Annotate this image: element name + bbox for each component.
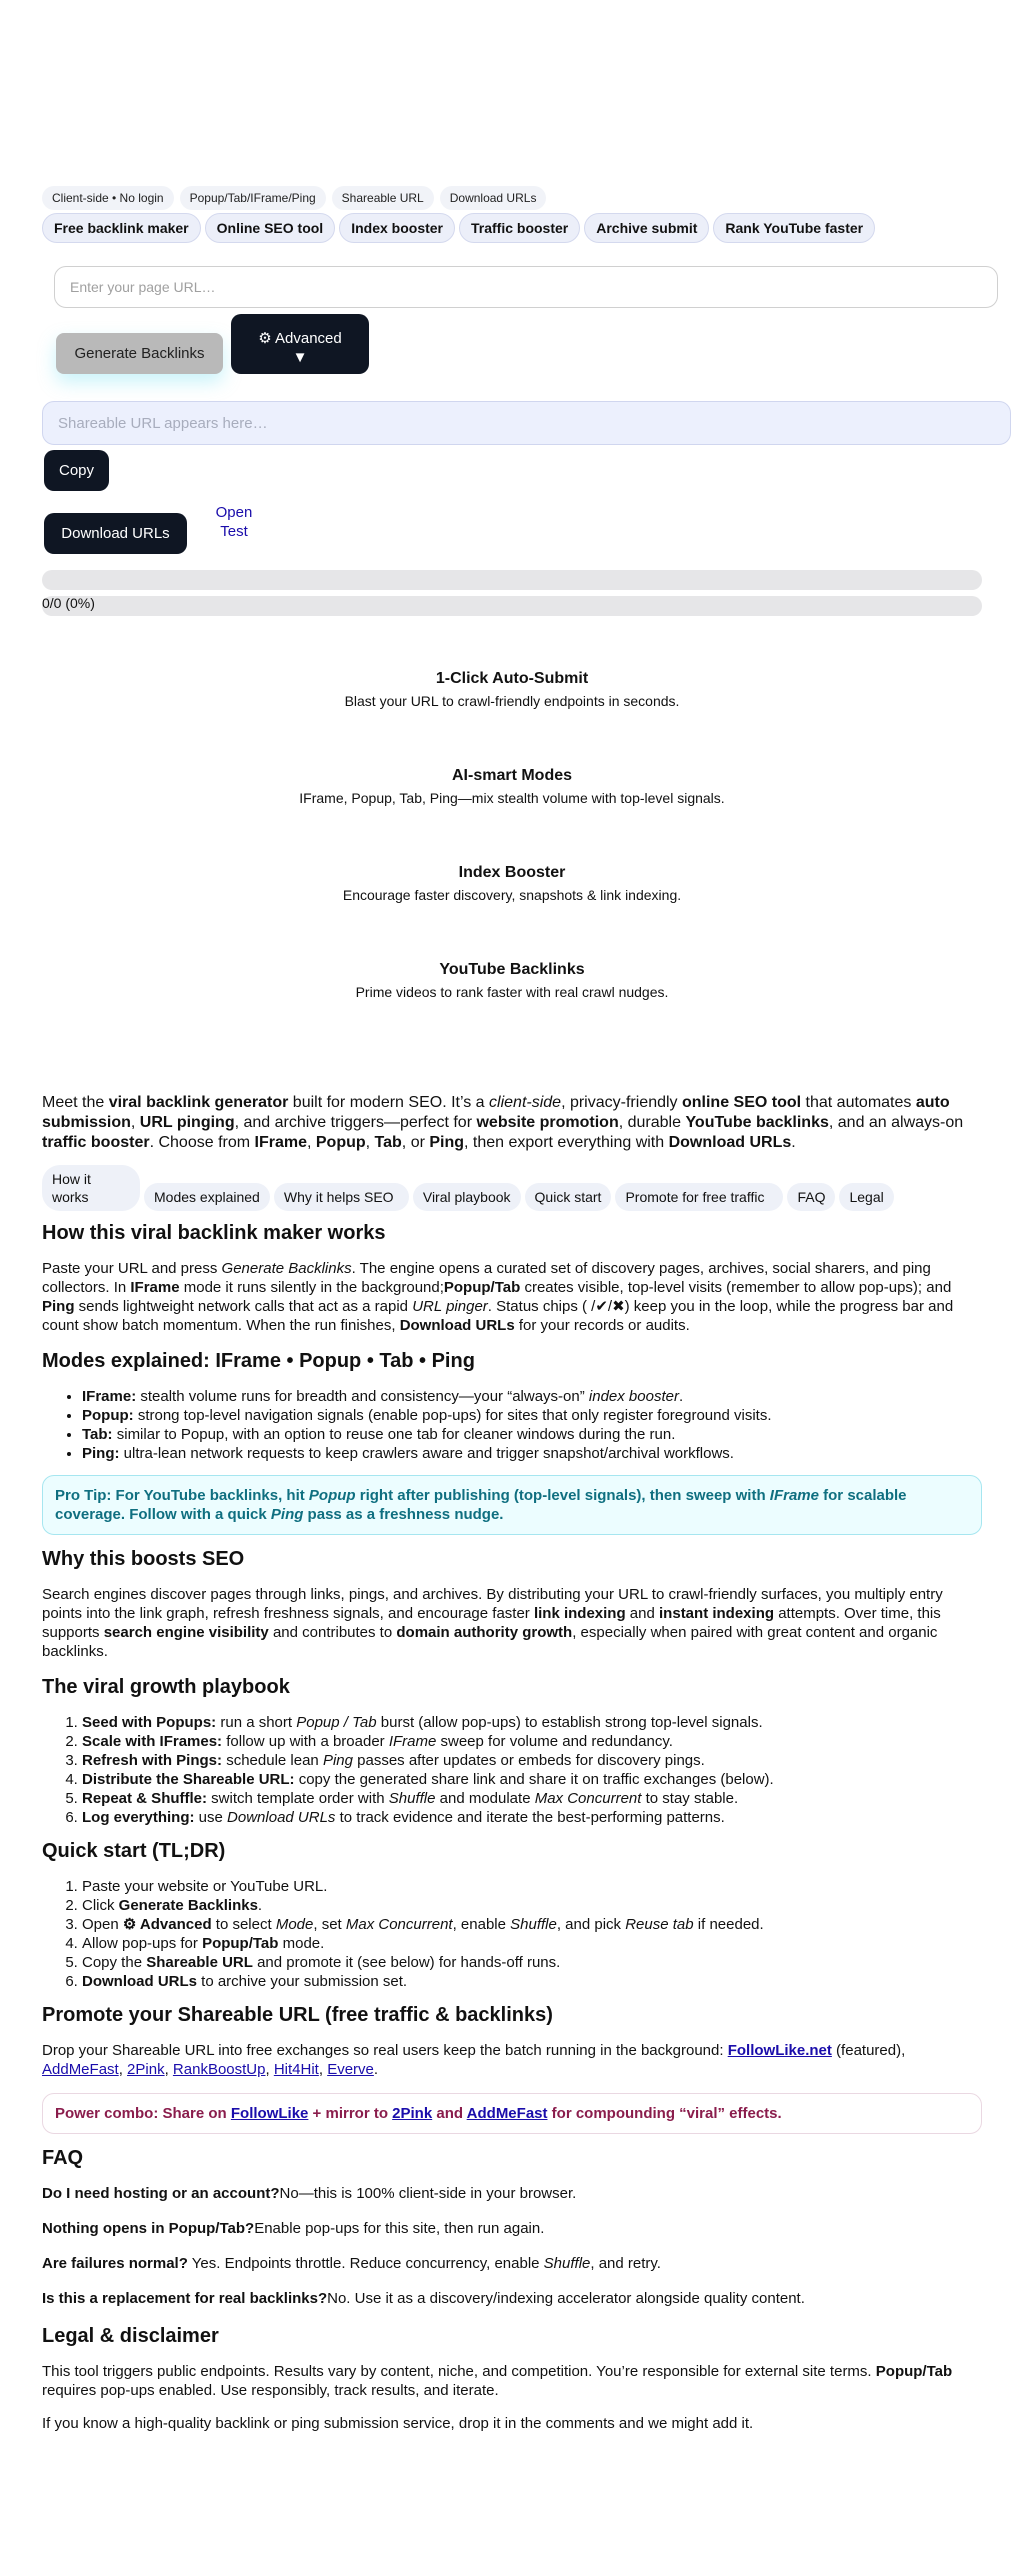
feature-desc: Prime videos to rank faster with real crawl nudges. xyxy=(355,984,669,1000)
intro-paragraph: Meet the viral backlink generator built for modern SEO. It’s a client-side, privacy-friendly online SEO tool that automates auto submission, URL pinging, and archive triggers—perfect for website promotion, durable YouTube backlinks, and an always-on traffic booster. Choose from IFrame, Popup, Tab, or Ping, then export everything with Download URLs. xyxy=(42,1094,964,1151)
list-item: • IFrame: stealth volume runs for breadth and consistency—your “always-on” index booster. xyxy=(82,1387,982,1406)
list-item: 6. Download URLs to archive your submission set. xyxy=(82,1972,982,1991)
playbook-heading: The viral growth playbook xyxy=(42,1676,290,1698)
list-item: 1. Paste your website or YouTube URL. xyxy=(82,1877,982,1896)
faq-item: Do I need hosting or an account?No—this is 100% client-side in your browser. xyxy=(42,2185,577,2202)
pill-archive-submit: Archive submit xyxy=(584,213,709,243)
promote-heading: Promote your Shareable URL (free traffic & backlinks) xyxy=(42,2004,553,2026)
combo-followlike-link[interactable]: FollowLike xyxy=(230,2105,309,2122)
legal-heading: Legal & disclaimer xyxy=(42,2325,219,2347)
addmefast-link[interactable]: AddMeFast xyxy=(42,2061,119,2078)
badge: Download URLs xyxy=(440,186,547,210)
pill-free-backlink-maker: Free backlink maker xyxy=(42,213,201,243)
features-section xyxy=(0,668,1024,1056)
badge: Client-side • No login xyxy=(42,186,174,210)
list-item: 3. Open ⚙ Advanced to select Mode, set Max Concurrent, enable Shuffle, and pick Reuse tab if needed. xyxy=(82,1915,982,1934)
playbook-list xyxy=(42,1713,982,1827)
footnote: If you know a high-quality backlink or ping submission service, drop it in the comments and we might add it. xyxy=(42,2415,754,2432)
toc-link-playbook[interactable]: Viral playbook xyxy=(413,1183,521,1211)
shareable-url-input[interactable] xyxy=(42,401,1011,445)
combo-addmefast-link[interactable]: AddMeFast xyxy=(466,2105,548,2122)
list-item: 4. Allow pop-ups for Popup/Tab mode. xyxy=(82,1934,982,1953)
why-heading: Why this boosts SEO xyxy=(42,1548,245,1570)
table-of-contents xyxy=(42,1165,982,1211)
feature-title: YouTube Backlinks xyxy=(439,961,585,978)
quickstart-heading: Quick start (TL;DR) xyxy=(42,1840,226,1862)
download-urls-button[interactable]: Download URLs xyxy=(44,513,187,554)
list-item: • Popup: strong top-level navigation signals (enable pop-ups) for sites that only register foreground visits. xyxy=(82,1406,982,1425)
feature-card xyxy=(0,668,1024,765)
feature-card xyxy=(0,862,1024,959)
list-item: 2. Scale with IFrames: follow up with a broader IFrame sweep for volume and redundancy. xyxy=(82,1732,982,1751)
faq-list xyxy=(42,2184,982,2308)
list-item: 2. Click Generate Backlinks. xyxy=(82,1896,982,1915)
open-test-link[interactable]: Open Test xyxy=(215,504,253,540)
progress-count: 0/0 (0%) xyxy=(42,595,95,611)
keyword-pills xyxy=(42,213,875,243)
toc-link-faq[interactable]: FAQ xyxy=(787,1183,835,1211)
followlike-link[interactable]: FollowLike.net xyxy=(727,2042,832,2059)
faq-item: Nothing opens in Popup/Tab?Enable pop-ups for this site, then run again. xyxy=(42,2220,545,2237)
list-item: 1. Seed with Popups: run a short Popup / Tab burst (allow pop-ups) to establish strong top-level signals. xyxy=(82,1713,982,1732)
pill-index-booster: Index booster xyxy=(339,213,455,243)
how-paragraph: Paste your URL and press Generate Backlinks. The engine opens a curated set of discovery pages, archives, social sharers, and ping collectors. In IFrame mode it runs silently in the background;Popup/Tab creates visible, top-level visits (remember to allow pop-ups); and Ping sends lightweight network calls that act as a rapid URL pinger. Status chips ( /✔/✖) keep you in the loop, while the progress bar and count show batch momentum. When the run finishes, Download URLs for your records or audits. xyxy=(42,1260,954,1334)
feature-title: Index Booster xyxy=(458,864,566,881)
copy-button[interactable]: Copy xyxy=(44,450,109,491)
list-item: 6. Log everything: use Download URLs to track evidence and iterate the best-performing patterns. xyxy=(82,1808,982,1827)
badge: Shareable URL xyxy=(332,186,434,210)
advanced-label: ⚙ Advanced xyxy=(258,329,342,347)
everve-link[interactable]: Everve xyxy=(327,2061,374,2078)
feature-desc: IFrame, Popup, Tab, Ping—mix stealth volume with top-level signals. xyxy=(299,790,725,806)
rankboostup-link[interactable]: RankBoostUp xyxy=(172,2061,266,2078)
feature-desc: Blast your URL to crawl-friendly endpoints in seconds. xyxy=(344,693,680,709)
legal-paragraph: This tool triggers public endpoints. Results vary by content, niche, and competition. You’re responsible for external site terms. Popup/Tab requires pop-ups enabled. Use responsibly, track results, and iterate. xyxy=(42,2363,953,2399)
combo-2pink-link[interactable]: 2Pink xyxy=(392,2105,433,2122)
hit4hit-link[interactable]: Hit4Hit xyxy=(273,2061,319,2078)
toc-link-how-it-works[interactable]: How it works xyxy=(42,1165,140,1211)
feature-badges xyxy=(42,186,546,210)
pill-online-seo-tool: Online SEO tool xyxy=(205,213,336,243)
list-item: 5. Repeat & Shuffle: switch template order with Shuffle and modulate Max Concurrent to stay stable. xyxy=(82,1789,982,1808)
feature-title: AI-smart Modes xyxy=(451,767,573,784)
badge: Popup/Tab/IFrame/Ping xyxy=(180,186,326,210)
article-content xyxy=(42,1093,982,2447)
faq-heading: FAQ xyxy=(42,2147,84,2169)
advanced-toggle-button[interactable] xyxy=(231,314,369,374)
pill-traffic-booster: Traffic booster xyxy=(459,213,580,243)
chevron-down-icon: ▼ xyxy=(292,348,308,366)
modes-list xyxy=(42,1387,982,1463)
quickstart-list xyxy=(42,1877,982,1991)
progress-track xyxy=(42,596,982,616)
list-item: 4. Distribute the Shareable URL: copy the generated share link and share it on traffic exchanges (below). xyxy=(82,1770,982,1789)
faq-item: Are failures normal? Yes. Endpoints throttle. Reduce concurrency, enable Shuffle, and retry. xyxy=(42,2255,661,2272)
why-paragraph: Search engines discover pages through links, pings, and archives. By distributing your URL to crawl-friendly surfaces, you multiply entry points into the link graph, refresh freshness signals, and encourage faster link indexing and instant indexing attempts. Over time, this supports search engine visibility and contributes to domain authority growth, especially when paired with great content and organic backlinks. xyxy=(42,1586,943,1660)
feature-card xyxy=(0,959,1024,1056)
modes-heading: Modes explained: IFrame • Popup • Tab • Ping xyxy=(42,1350,475,1372)
pro-tip-callout: Pro Tip: For YouTube backlinks, hit Popup right after publishing (top-level signals), then sweep with IFrame for scalable coverage. Follow with a quick Ping pass as a freshness nudge. xyxy=(42,1475,982,1535)
progress-bar xyxy=(42,570,982,590)
toc-link-modes[interactable]: Modes explained xyxy=(144,1183,270,1211)
power-combo-callout: Power combo: Share on FollowLike + mirror to 2Pink and AddMeFast for compounding “viral” effects. xyxy=(42,2093,982,2134)
how-heading: How this viral backlink maker works xyxy=(42,1222,386,1244)
list-item: 5. Copy the Shareable URL and promote it (see below) for hands-off runs. xyxy=(82,1953,982,1972)
list-item: • Tab: similar to Popup, with an option to reuse one tab for cleaner windows during the run. xyxy=(82,1425,982,1444)
list-item: • Ping: ultra-lean network requests to keep crawlers aware and trigger snapshot/archival workflows. xyxy=(82,1444,982,1463)
feature-desc: Encourage faster discovery, snapshots & link indexing. xyxy=(342,887,682,903)
faq-item: Is this a replacement for real backlinks?No. Use it as a discovery/indexing accelerator alongside quality content. xyxy=(42,2290,805,2307)
generate-backlinks-button[interactable]: Generate Backlinks xyxy=(56,333,223,374)
feature-card xyxy=(0,765,1024,862)
list-item: 3. Refresh with Pings: schedule lean Ping passes after updates or embeds for discovery pings. xyxy=(82,1751,982,1770)
feature-title: 1-Click Auto-Submit xyxy=(435,670,589,687)
toc-link-quick-start[interactable]: Quick start xyxy=(525,1183,612,1211)
page-url-input[interactable] xyxy=(54,266,998,308)
2pink-link[interactable]: 2Pink xyxy=(127,2061,165,2078)
toc-link-promote[interactable]: Promote for free traffic xyxy=(615,1183,783,1211)
promote-paragraph: Drop your Shareable URL into free exchanges so real users keep the batch running in the background: FollowLike.net (featured), AddMeFast, 2Pink, RankBoostUp, Hit4Hit, Everve. xyxy=(42,2042,906,2078)
toc-link-legal[interactable]: Legal xyxy=(839,1183,893,1211)
pill-rank-youtube-faster: Rank YouTube faster xyxy=(713,213,875,243)
toc-link-why-seo[interactable]: Why it helps SEO xyxy=(274,1183,409,1211)
